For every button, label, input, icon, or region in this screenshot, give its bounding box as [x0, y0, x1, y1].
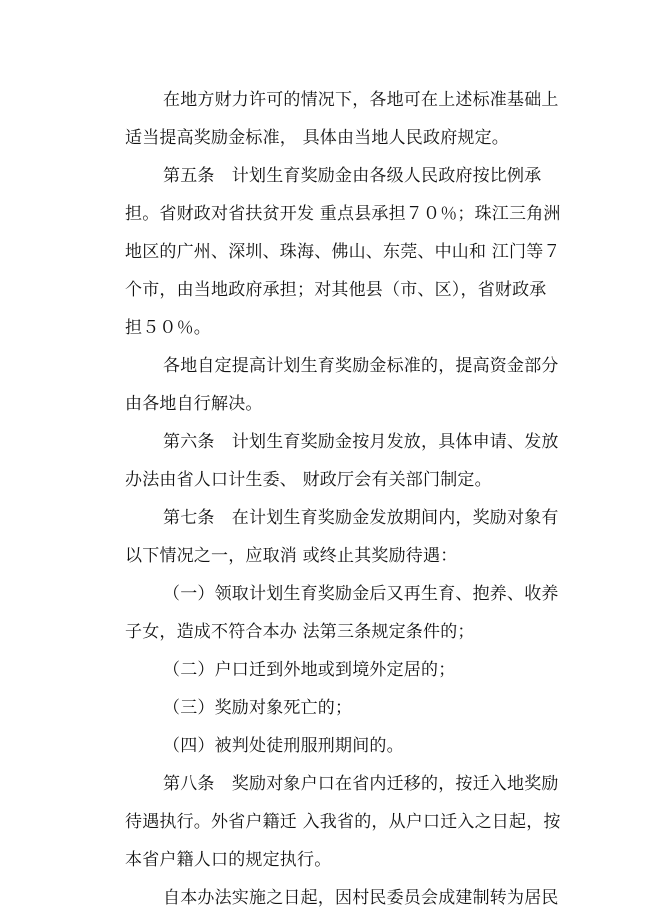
text-line: 个市，由当地政府承担；对其他县（市、区），省财政承	[125, 280, 547, 300]
text-line: （二）户口迁到外地或到境外定居的；	[163, 660, 456, 680]
text-line: 子女，造成不符合本办 法第三条规定条件的；	[125, 622, 475, 642]
text-line: 本省户籍人口的规定执行。	[125, 850, 332, 870]
text-line: 由各地自行解决。	[125, 394, 263, 414]
text-line: 以下情况之一，应取消 或终止其奖励待遇：	[125, 546, 458, 566]
text-line: 各地自定提高计划生育奖励金标准的，提高资金部分	[163, 356, 559, 376]
text-line: 待遇执行。外省户籍迁 入我省的，从户口迁入之日起，按	[125, 812, 561, 832]
text-line: （一）领取计划生育奖励金后又再生育、抱养、收养	[163, 584, 559, 604]
text-line: 地区的广州、深圳、珠海、佛山、东莞、中山和 江门等７	[125, 242, 561, 262]
text-line: 在地方财力许可的情况下，各地可在上述标准基础上	[163, 90, 559, 110]
text-line: 适当提高奖励金标准， 具体由当地人民政府规定。	[125, 128, 510, 148]
text-line: 第六条 计划生育奖励金按月发放，具体申请、发放	[163, 432, 559, 452]
text-line: 自本办法实施之日起，因村民委员会成建制转为居民	[163, 888, 559, 908]
text-line: 第七条 在计划生育奖励金发放期间内，奖励对象有	[163, 508, 559, 528]
text-line: 担。省财政对省扶贫开发 重点县承担７０％；珠江三角洲	[125, 204, 561, 224]
text-line: （四）被判处徒刑服刑期间的。	[163, 736, 404, 756]
text-line: 办法由省人口计生委、 财政厅会有关部门制定。	[125, 470, 492, 490]
text-line: 第五条 计划生育奖励金由各级人民政府按比例承	[163, 166, 542, 186]
text-line: 第八条 奖励对象户口在省内迁移的，按迁入地奖励	[163, 774, 559, 794]
text-line: （三）奖励对象死亡的；	[163, 698, 353, 718]
text-line: 担５０％。	[125, 318, 211, 338]
